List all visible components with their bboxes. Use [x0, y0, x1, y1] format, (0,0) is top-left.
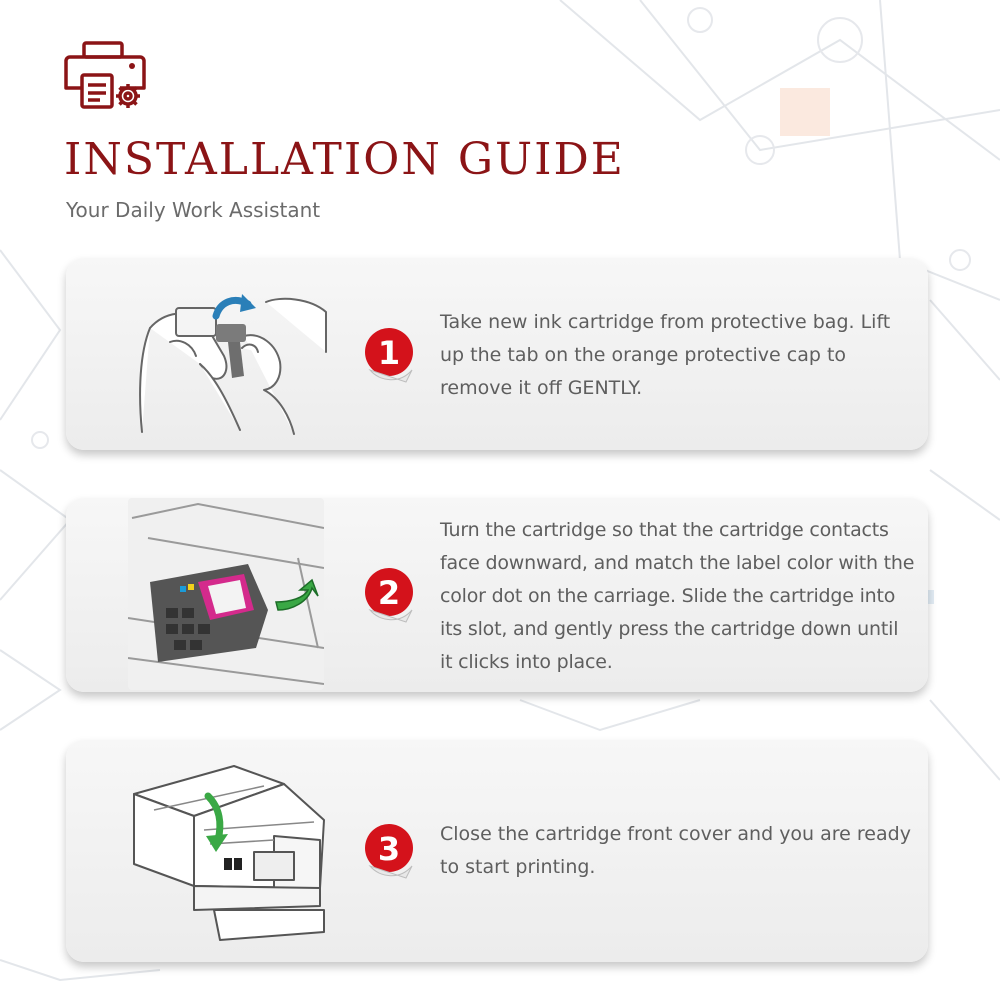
step-3-badge-icon: [362, 820, 416, 880]
step-2-text: Turn the cartridge so that the cartridge contacts face downward, and match the label color with the color dot on the carriage. Slide the cartridge into its slot, and gently press the cartridge down until it clicks into place.: [440, 519, 915, 673]
step-card-3: [66, 740, 928, 962]
step-2-number: 2: [377, 574, 401, 612]
step-card-1: [66, 258, 928, 450]
step-1-badge-icon: [362, 324, 416, 384]
step-1-number: 1: [377, 334, 401, 372]
page-title: INSTALLATION GUIDE: [64, 134, 625, 185]
insert-cartridge-illustration: [128, 498, 324, 690]
step-3-text: Close the cartridge front cover and you are ready to start printing.: [440, 823, 911, 878]
step-card-2: [66, 498, 928, 692]
step-1-text: Take new ink cartridge from protective bag. Lift up the tab on the orange protective cap to remove it off GENTLY.: [440, 311, 891, 399]
page-subtitle: Your Daily Work Assistant: [66, 198, 321, 222]
close-cover-illustration: [124, 760, 334, 950]
remove-cap-illustration: [130, 272, 330, 436]
printer-gear-icon: [64, 40, 148, 112]
step-3-number: 3: [377, 830, 401, 868]
step-2-badge-icon: [362, 564, 416, 624]
